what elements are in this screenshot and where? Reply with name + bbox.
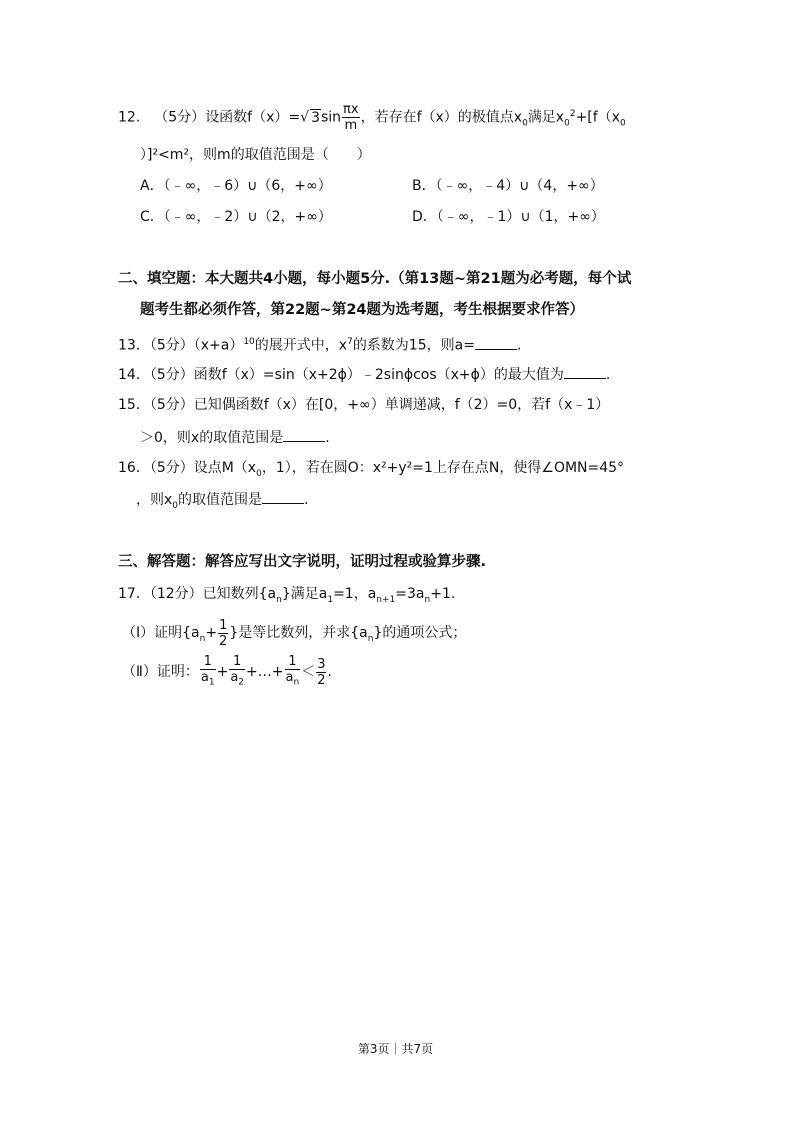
sup: 7: [347, 337, 353, 347]
q12-option-c: C．（﹣∞，﹣2）∪（2，+∞）: [140, 209, 332, 225]
sub: 2: [238, 677, 245, 688]
pi-x-over-m-fraction: [342, 102, 360, 133]
plus: +: [205, 625, 218, 641]
frac-numerator: πx: [343, 102, 359, 117]
fraction-1-over-a2: [229, 654, 245, 691]
period: .: [327, 664, 332, 680]
q12-number: 12.: [118, 109, 141, 126]
q12-text-a: 设函数f（x）=: [205, 109, 301, 126]
frac-denominator: [229, 669, 245, 691]
frac-denominator: m: [342, 117, 360, 133]
q15-text-a: ＞0，则x的取值范围是: [140, 430, 284, 446]
q17-part2-text-a: （Ⅱ）证明：: [122, 664, 199, 680]
period: .: [325, 430, 330, 446]
answer-blank[interactable]: [475, 335, 517, 350]
q17-text-d: =3a: [395, 586, 425, 602]
section2-heading-line2: 题考生都必须作答，第22题~第24题为选考题，考生根据要求作答）: [140, 302, 585, 318]
sub: n: [199, 633, 206, 644]
q16-text-b: ，1），若在圆O：x²+y²=1上存在点N，使得∠OMN=45°: [261, 460, 625, 476]
period: .: [605, 367, 611, 383]
q13-text-a: 13．（5分）（x+a）: [118, 337, 244, 354]
q17-line1: [118, 584, 455, 610]
fraction-1-over-a1: [200, 654, 216, 691]
answer-blank[interactable]: [262, 489, 304, 504]
frac-denominator: 2: [317, 672, 326, 688]
q15-line2: [140, 427, 330, 448]
section3-heading: 三、解答题：解答应写出文字说明，证明过程或验算步骤.: [118, 554, 487, 570]
frac-denominator: 2: [219, 633, 228, 649]
q17-part1: [122, 616, 466, 656]
section2-heading-line1: 二、填空题：本大题共4小题，每小题5分.（第13题~第21题为必考题，每个试: [118, 271, 632, 287]
sqrt-radicand: 3: [311, 109, 320, 126]
page-footer: 第3页｜共7页: [357, 1042, 434, 1056]
sqrt-symbol: √: [300, 109, 310, 126]
q12-text-b: ，若存在f（x）的极值点x: [360, 109, 523, 126]
q17-part1-text-c: }的通项公式；: [373, 625, 467, 641]
period: .: [516, 337, 522, 354]
frac-denominator: [200, 669, 216, 691]
sub: 0: [522, 118, 528, 129]
q15-line1: 15．（5分）已知偶函数f（x）在[0，+∞）单调递减，f（2）=0，若f（x﹣1）: [118, 397, 610, 413]
q13: [118, 332, 521, 356]
sub: n: [276, 594, 282, 605]
sub: 0: [256, 468, 262, 479]
one-half-fraction: [218, 618, 228, 649]
sup: 2: [569, 108, 576, 119]
frac-numerator: 1: [219, 617, 228, 633]
q13-text-c: 的系数为15，则a=: [352, 337, 475, 354]
answer-blank[interactable]: [283, 427, 325, 442]
q16-text-a: 16．（5分）设点M（x: [118, 460, 257, 476]
ellipsis: +…+: [246, 664, 284, 680]
less-than: ＜: [301, 664, 316, 680]
sub: n+1: [376, 594, 396, 605]
q12-option-b: B．（﹣∞，﹣4）∪（4，+∞）: [412, 178, 604, 194]
sub: 1: [327, 594, 334, 605]
q16-text-d: 的取值范围是: [178, 492, 263, 508]
frac-numerator: 3: [317, 656, 326, 672]
sub: 0: [564, 118, 570, 129]
frac-numerator: 1: [233, 653, 242, 669]
q17-part1-text-a: （Ⅰ）证明{a: [122, 625, 200, 641]
q17-part2: [122, 652, 332, 692]
q12-text-c: 满足x: [527, 109, 565, 126]
frac-denominator: [285, 669, 301, 691]
q17-text-c: =1，a: [333, 586, 377, 602]
q14: [118, 364, 610, 385]
q17-text-e: +1.: [430, 586, 456, 602]
q12-line2: ）]²<m²，则m的取值范围是（ ）: [140, 147, 371, 163]
answer-blank[interactable]: [564, 364, 606, 379]
den-base: a: [285, 669, 294, 685]
frac-numerator: 1: [203, 653, 212, 669]
q12-option-a: A．（﹣∞，﹣6）∪（6，+∞）: [140, 178, 332, 194]
q13-text-b: 的展开式中，x: [254, 337, 348, 354]
q17-part1-text-b: }是等比数列，并求{a: [229, 625, 368, 641]
sub: 0: [619, 118, 626, 129]
sub: n: [367, 633, 374, 644]
sub: n: [424, 594, 431, 605]
q12-points: （5分）: [154, 109, 206, 126]
q16-text-c: ，则x: [136, 492, 173, 508]
sup: 10: [243, 337, 255, 347]
period: .: [304, 492, 309, 508]
q16-line2: [136, 489, 308, 516]
sin-label: sin: [320, 109, 342, 126]
den-base: a: [200, 669, 209, 685]
fraction-1-over-an: [285, 654, 301, 691]
q12-line1: [118, 102, 626, 133]
q14-text-a: 14．（5分）函数f（x）=sin（x+2ϕ）﹣2sinϕcos（x+ϕ）的最大值为: [118, 367, 564, 383]
q12-option-d: D．（﹣∞，﹣1）∪（1，+∞）: [412, 209, 605, 225]
plus: +: [216, 664, 229, 680]
fraction-3-over-2: [316, 657, 326, 688]
sub: 0: [172, 500, 179, 511]
den-base: a: [230, 669, 239, 685]
q16-line1: [118, 458, 624, 484]
q17-text-a: 17．（12分）已知数列{a: [118, 586, 277, 602]
sub: 1: [208, 677, 215, 688]
q12-text-d: +[f（x: [575, 109, 620, 126]
frac-numerator: 1: [288, 653, 297, 669]
q17-text-b: }满足a: [281, 586, 328, 602]
sub: n: [293, 677, 300, 688]
